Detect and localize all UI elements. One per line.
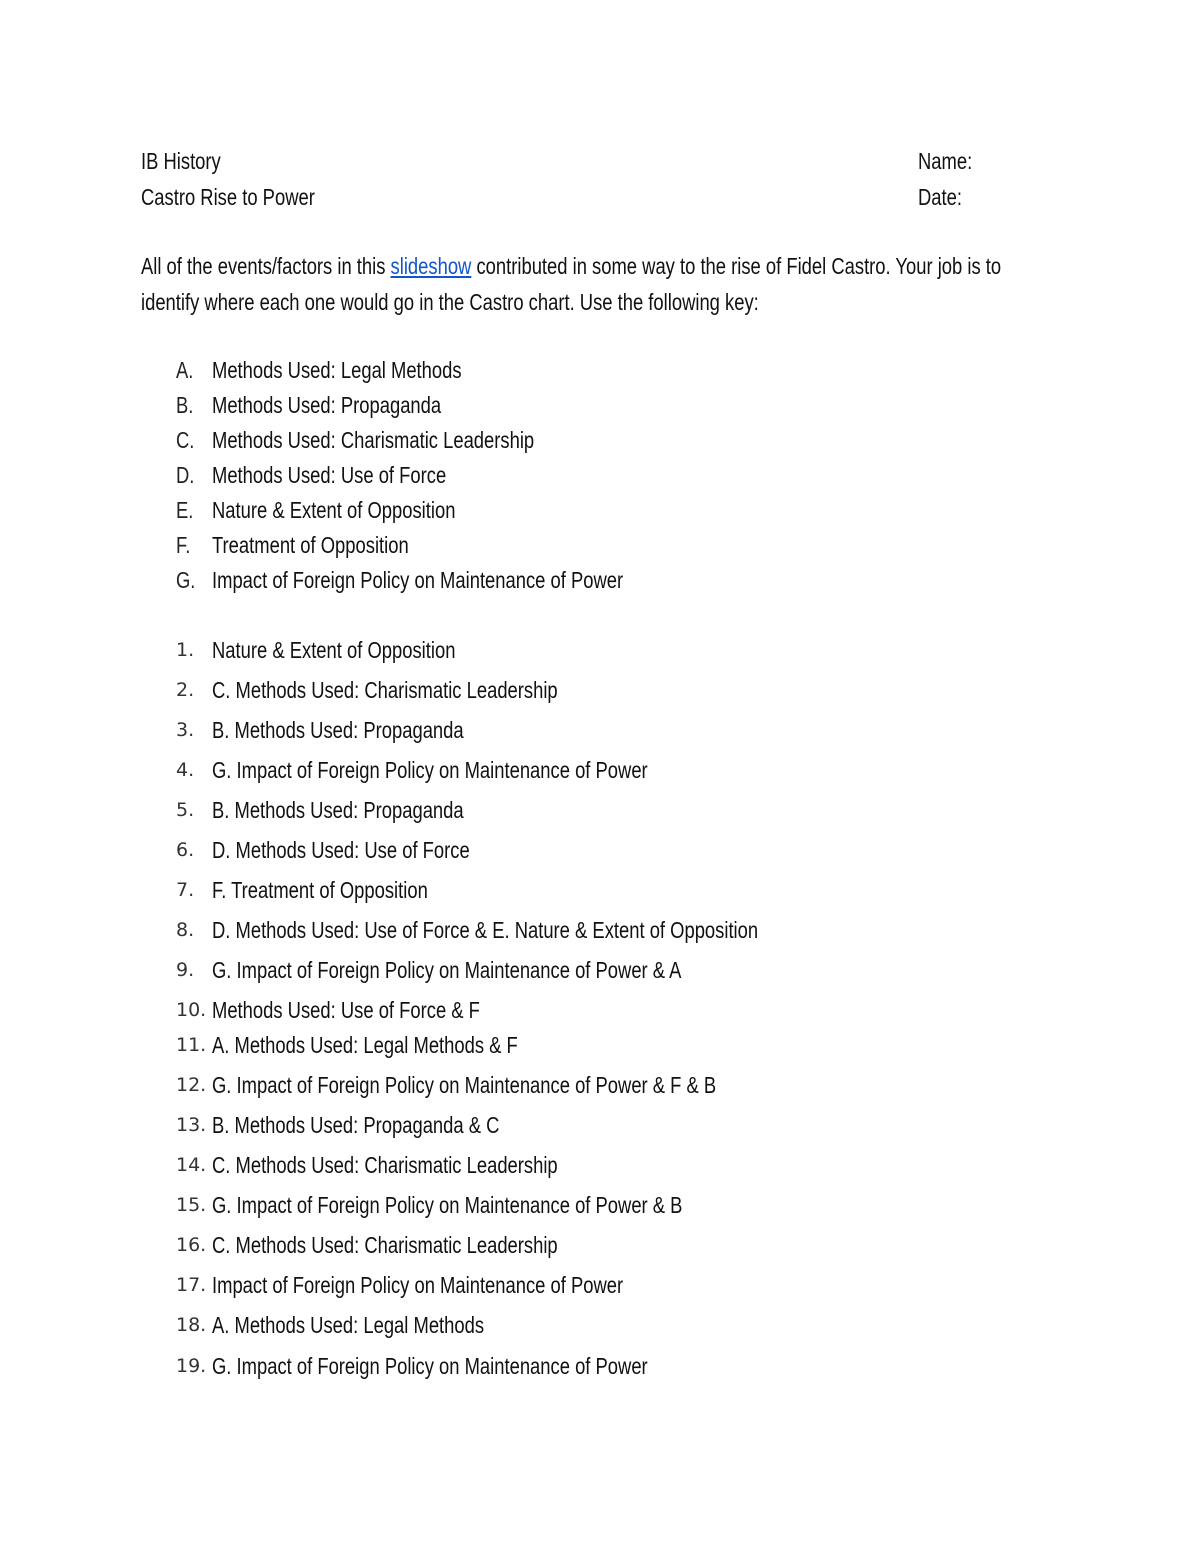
intro-line-1 [141, 251, 1200, 285]
answer-number: 4. [176, 759, 195, 781]
answer-text: Nature & Extent of Opposition [212, 637, 456, 663]
answer-number: 13. [176, 1114, 207, 1136]
name-label: Name: [918, 148, 973, 174]
date-field [918, 182, 973, 216]
document-title [141, 182, 358, 216]
answer-number: 6. [176, 839, 195, 861]
answer-number: 2. [176, 679, 195, 701]
intro-line-2 [141, 287, 913, 321]
answer-number: 10. [176, 999, 207, 1021]
answer-number: 5. [176, 799, 195, 821]
answer-text: Impact of Foreign Policy on Maintenance of Power [212, 1272, 624, 1298]
answer-text: C. Methods Used: Charismatic Leadership [212, 677, 558, 703]
answer-number: 15. [176, 1194, 207, 1216]
key-marker: F. [176, 532, 191, 558]
key-marker: G. [176, 567, 196, 593]
answer-number: 1. [176, 639, 195, 661]
key-text: Methods Used: Propaganda [212, 392, 442, 418]
date-label: Date: [918, 184, 962, 210]
answer-text: A. Methods Used: Legal Methods & F [212, 1032, 518, 1058]
answer-text: G. Impact of Foreign Policy on Maintenance of Power [212, 757, 648, 783]
answer-text: B. Methods Used: Propaganda [212, 797, 464, 823]
intro-line-2-text: identify where each one would go in the Castro chart. Use the following key: [141, 289, 759, 315]
name-field [918, 146, 986, 180]
course-heading [141, 146, 241, 180]
key-marker: D. [176, 462, 195, 488]
slideshow-link[interactable]: slideshow [390, 253, 472, 279]
key-text: Impact of Foreign Policy on Maintenance of Power [212, 567, 624, 593]
answer-number: 14. [176, 1154, 207, 1176]
course-name: IB History [141, 148, 221, 174]
answer-text: B. Methods Used: Propaganda [212, 717, 464, 743]
answer-number: 17. [176, 1274, 207, 1296]
key-marker: B. [176, 392, 194, 418]
key-text: Treatment of Opposition [212, 532, 409, 558]
key-marker: A. [176, 357, 194, 383]
key-text: Methods Used: Use of Force [212, 462, 447, 488]
answer-text: G. Impact of Foreign Policy on Maintenance of Power & A [212, 957, 682, 983]
intro-line-1-text [141, 251, 1001, 281]
answer-number: 11. [176, 1034, 207, 1056]
key-text: Methods Used: Charismatic Leadership [212, 427, 535, 453]
key-marker: E. [176, 497, 194, 523]
answer-text: G. Impact of Foreign Policy on Maintenance of Power & F & B [212, 1072, 717, 1098]
answer-number: 3. [176, 719, 195, 741]
answer-text: G. Impact of Foreign Policy on Maintenance of Power [212, 1353, 648, 1379]
answer-text: G. Impact of Foreign Policy on Maintenance of Power & B [212, 1192, 683, 1218]
answer-number: 9. [176, 959, 195, 981]
answer-text: C. Methods Used: Charismatic Leadership [212, 1152, 558, 1178]
answer-number: 7. [176, 879, 195, 901]
answer-number: 12. [176, 1074, 207, 1096]
key-text: Nature & Extent of Opposition [212, 497, 456, 523]
intro-after-link: contributed in some way to the rise of Fidel Castro. Your job is to [471, 253, 1002, 279]
answer-text: Methods Used: Use of Force & F [212, 997, 480, 1023]
answer-text: B. Methods Used: Propaganda & C [212, 1112, 500, 1138]
answer-text: D. Methods Used: Use of Force [212, 837, 470, 863]
intro-before-link: All of the events/factors in this [141, 253, 391, 279]
title-text: Castro Rise to Power [141, 184, 315, 210]
answer-text: F. Treatment of Opposition [212, 877, 428, 903]
key-text: Methods Used: Legal Methods [212, 357, 462, 383]
answer-text: C. Methods Used: Charismatic Leadership [212, 1232, 558, 1258]
answer-text: D. Methods Used: Use of Force & E. Nature & Extent of Opposition [212, 917, 759, 943]
answer-number: 19. [176, 1355, 207, 1377]
answer-number: 8. [176, 919, 195, 941]
answer-text: A. Methods Used: Legal Methods [212, 1312, 485, 1338]
key-marker: C. [176, 427, 195, 453]
answer-number: 16. [176, 1234, 207, 1256]
answer-number: 18. [176, 1314, 207, 1336]
